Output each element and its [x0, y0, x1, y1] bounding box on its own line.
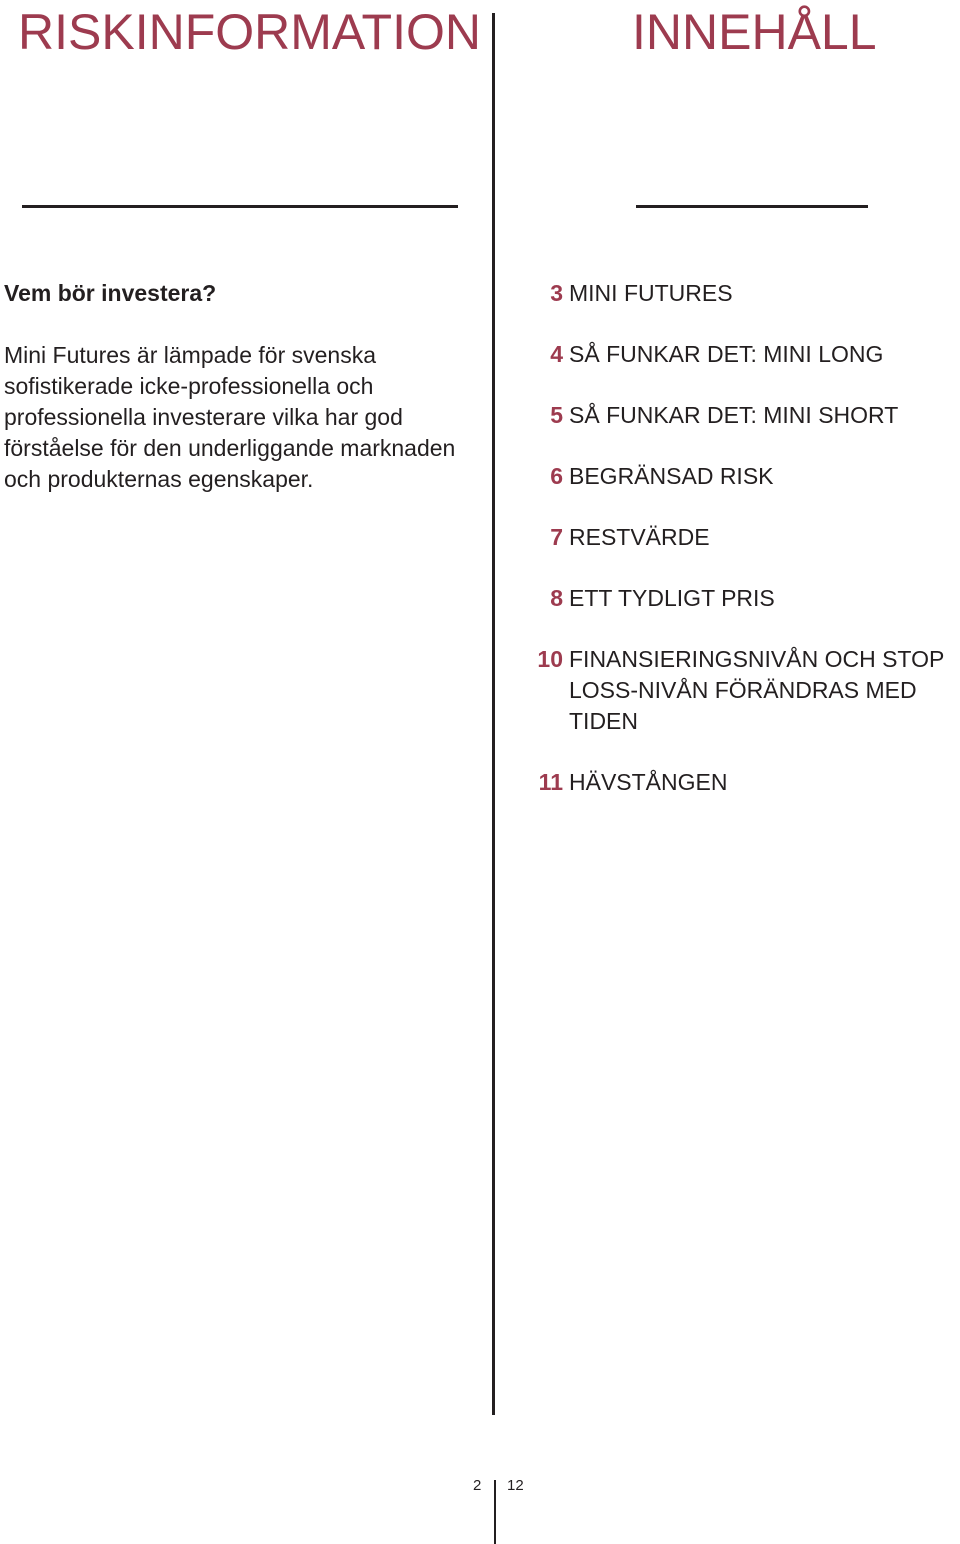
- toc-title: SÅ FUNKAR DET: MINI LONG: [569, 341, 884, 367]
- right-heading-rule: [636, 205, 868, 208]
- toc-title: SÅ FUNKAR DET: MINI SHORT: [569, 402, 899, 428]
- page-numbers: [0, 1476, 960, 1496]
- toc-title: HÄVSTÅNGEN: [569, 769, 728, 795]
- toc-item[interactable]: [533, 339, 960, 370]
- toc-title: RESTVÄRDE: [569, 524, 710, 550]
- table-of-contents: [533, 278, 960, 828]
- toc-page-number: 10: [537, 646, 563, 672]
- contents-heading: INNEHÅLL: [632, 4, 877, 60]
- toc-page-number: 3: [550, 280, 563, 306]
- toc-item[interactable]: [533, 461, 960, 492]
- toc-title: ETT TYDLIGT PRIS: [569, 585, 775, 611]
- toc-title: MINI FUTURES: [569, 280, 733, 306]
- risk-information-heading: RISKINFORMATION: [18, 4, 481, 60]
- toc-title: FINANSIERINGSNIVÅN OCH STOP LOSS-NIVÅN FÖRÄNDRAS MED TIDEN: [569, 646, 944, 734]
- toc-item[interactable]: [533, 583, 960, 614]
- toc-page-number: 7: [550, 524, 563, 550]
- page-number-left: 2: [473, 1477, 482, 1494]
- suitability-paragraph: Mini Futures är lämpade för svenska sofistikerade icke-professionella och professionella investerare vilka har god förståelse för den underliggande marknaden och produkternas egenskaper.: [4, 342, 456, 492]
- toc-item[interactable]: [533, 644, 960, 737]
- toc-page-number: 4: [550, 341, 563, 367]
- toc-item[interactable]: [533, 767, 960, 798]
- toc-page-number: 5: [550, 402, 563, 428]
- page-number-right: 12: [507, 1477, 524, 1494]
- left-heading-rule: [22, 205, 458, 208]
- toc-title: BEGRÄNSAD RISK: [569, 463, 774, 489]
- toc-item[interactable]: [533, 278, 960, 309]
- toc-page-number: 6: [550, 463, 563, 489]
- toc-page-number: 8: [550, 585, 563, 611]
- column-divider: [492, 13, 495, 1415]
- footer-divider: [494, 1480, 496, 1544]
- toc-page-number: 11: [538, 769, 563, 795]
- toc-item[interactable]: [533, 400, 960, 431]
- who-should-invest-subheading: Vem bör investera?: [4, 280, 217, 306]
- toc-item[interactable]: [533, 522, 960, 553]
